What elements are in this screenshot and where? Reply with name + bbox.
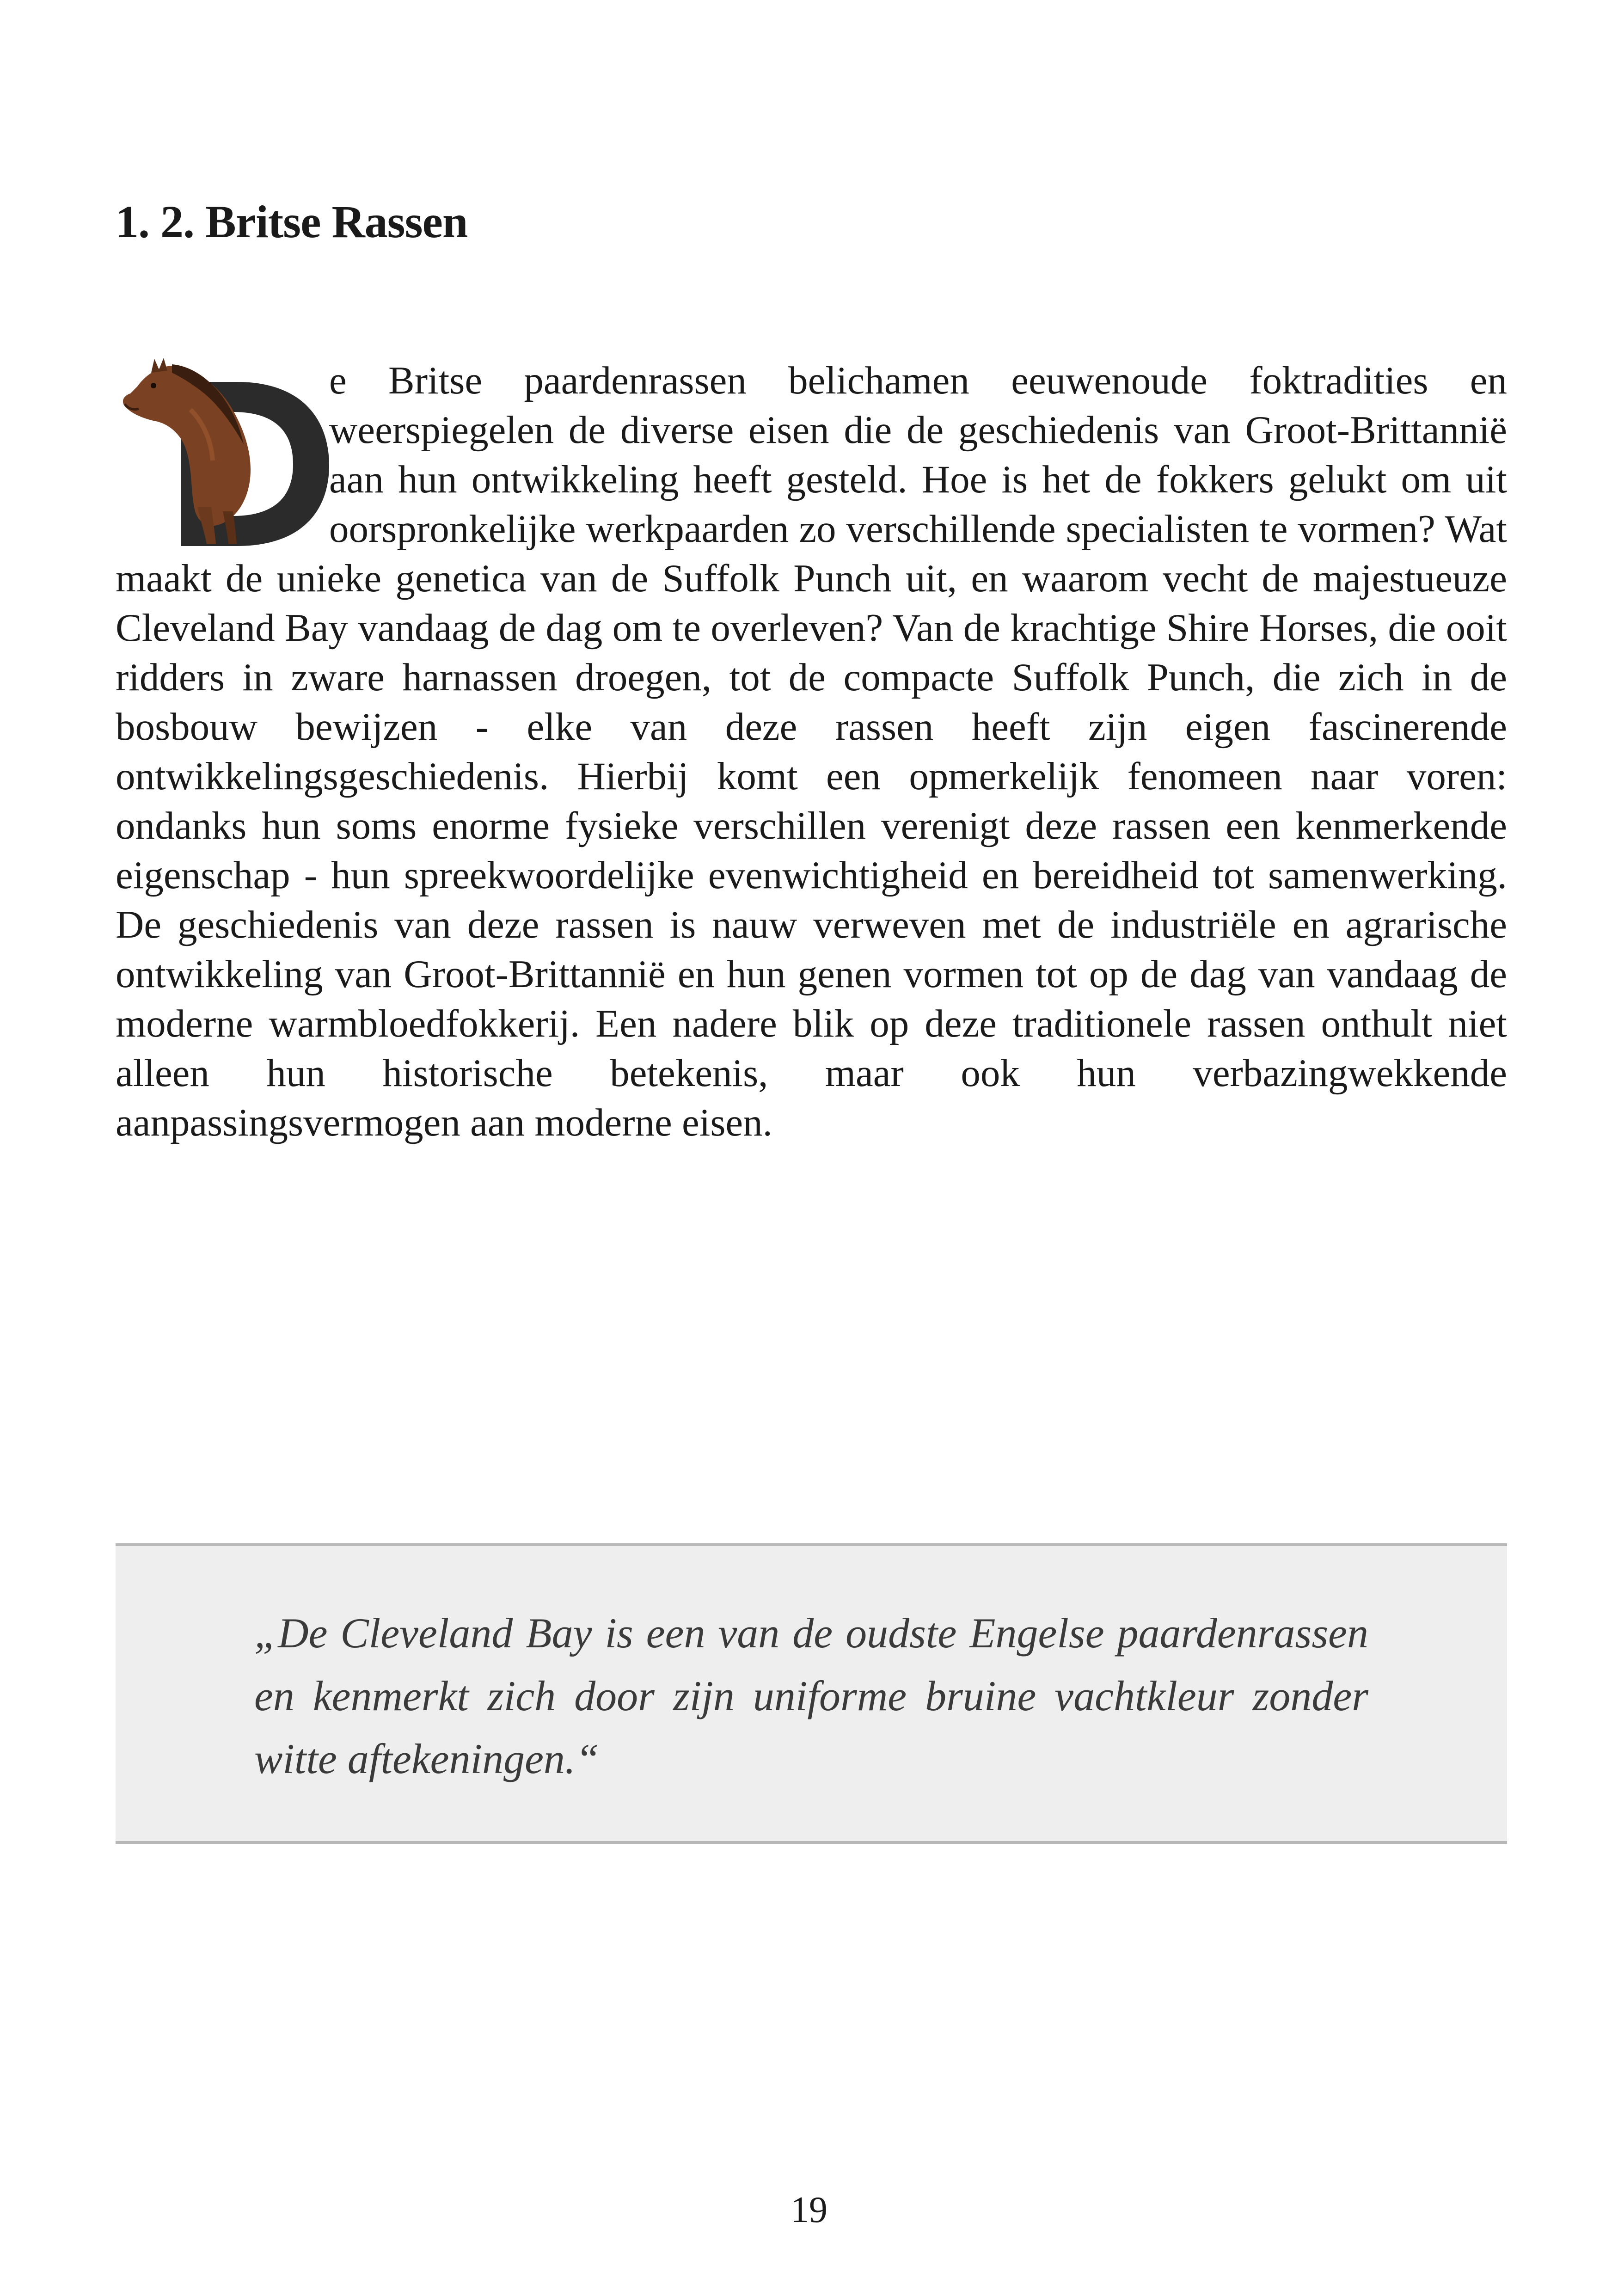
drop-cap xyxy=(112,356,329,550)
horse-head-icon xyxy=(112,354,329,548)
section-heading: 1. 2. Britse Rassen xyxy=(116,196,468,247)
page-number: 19 xyxy=(791,2190,827,2230)
intro-text: e Britse paardenrassen belichamen eeuwenoude foktradities en weerspiegelen de diverse eisen die de geschiedenis van Groot-Brittannië aan hun ontwikkeling heeft gesteld. Hoe is het de fokkers gelukt om uit oorspronkelijke werkpaarden zo verschillende specialisten te vormen? Wat maakt de unieke genetica van de Suffolk Punch uit, en waarom vecht de majestueuze Cleveland Bay vandaag de dag om te overleven? Van de krachtige Shire Horses, die ooit ridders in zware harnassen droegen, tot de compacte Suffolk Punch, die zich in de bosbouw bewijzen - elke van deze rassen heeft zijn eigen fascinerende ontwikkelingsgeschiedenis. Hierbij komt een opmerkelijk fenomeen naar voren: ondanks hun soms enorme fysieke verschillen verenigt deze rassen een kenmerkende eigenschap - hun spreekwoordelijke evenwichtigheid en bereidheid tot samenwerking. De geschiedenis van deze rassen is nauw verweven met de industriële en agrarische ontwikkeling van Groot-Brittannië en hun genen vormen tot op de dag van vandaag de moderne warmbloedfokkerij. Een nadere blik op deze traditionele rassen onthult niet alleen hun historische betekenis, maar ook hun verbazingwekkende aanpassingsvermogen aan moderne eisen. xyxy=(116,359,1507,1144)
pull-quote-text: „De Cleveland Bay is een van de oudste Engelse paardenrassen en kenmerkt zich door zijn uniforme bruine vachtkleur zonder witte aftekeningen.“ xyxy=(254,1609,1368,1782)
intro-paragraph xyxy=(116,356,1507,1148)
pull-quote xyxy=(116,1543,1507,1844)
